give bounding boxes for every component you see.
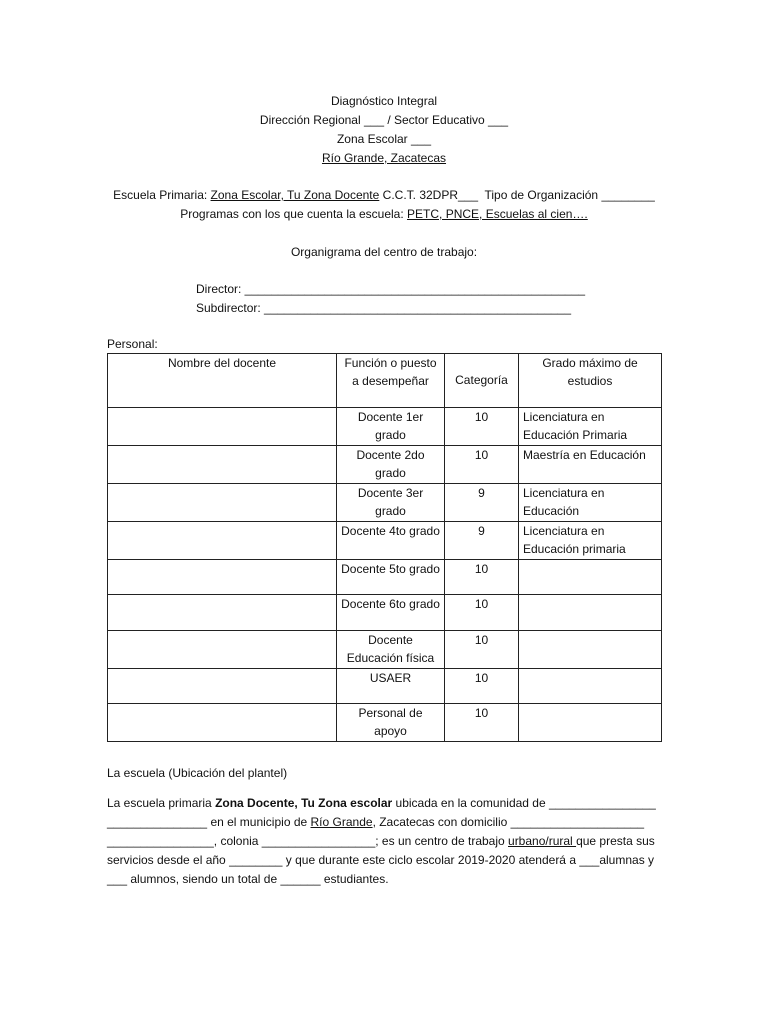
cell-categoria: 10 [445, 595, 519, 631]
table-row [108, 704, 662, 742]
cell-grado: Licenciatura en Educación primaria [519, 522, 662, 560]
cell-categoria: 9 [445, 522, 519, 560]
cell-categoria: 10 [445, 669, 519, 704]
cell-nombre [108, 631, 337, 669]
cell-nombre [108, 522, 337, 560]
table-header-row [108, 354, 662, 408]
cell-funcion: Docente 6to grado [337, 595, 445, 631]
cell-funcion: Docente 1er grado [337, 408, 445, 446]
cell-funcion: Personal de apoyo [337, 704, 445, 742]
col-header-funcion: Función o puesto a desempeñar [337, 354, 445, 408]
cell-grado [519, 560, 662, 595]
cell-categoria: 10 [445, 560, 519, 595]
cell-nombre [108, 408, 337, 446]
programas-value: PETC, PNCE, Escuelas al cien…. [407, 207, 588, 221]
cell-funcion: USAER [337, 669, 445, 704]
cell-nombre [108, 669, 337, 704]
programas-label: Programas con los que cuenta la escuela: [180, 207, 404, 221]
cell-nombre [108, 704, 337, 742]
cell-categoria: 10 [445, 631, 519, 669]
escuela-label: Escuela Primaria: [113, 188, 208, 202]
cell-nombre [108, 446, 337, 484]
subdirector-line: Subdirector: ______________________________________________ [196, 301, 572, 315]
para-municipio: Río Grande [310, 815, 373, 829]
header-region-line: Dirección Regional ___ / Sector Educativo ___ [259, 113, 509, 127]
school-info-line [0, 186, 768, 204]
cell-nombre [108, 484, 337, 522]
cell-funcion: Docente 4to grado [337, 522, 445, 560]
col-header-grado: Grado máximo de estudios [519, 354, 662, 408]
personal-label: Personal: [107, 337, 158, 351]
cell-categoria: 9 [445, 484, 519, 522]
table-row [108, 669, 662, 704]
para-school-name: Zona Docente, Tu Zona escolar [215, 796, 393, 810]
escuela-heading: La escuela (Ubicación del plantel) [107, 766, 288, 780]
table-row [108, 408, 662, 446]
cell-grado: Licenciatura en Educación Primaria [519, 408, 662, 446]
header-zone-line: Zona Escolar ___ [336, 132, 432, 146]
programas-line [0, 205, 768, 223]
header-location: Río Grande, Zacatecas [321, 151, 447, 165]
doc-title: Diagnóstico Integral [330, 94, 438, 108]
tipo-organizacion: Tipo de Organización ________ [484, 188, 655, 202]
table-row [108, 631, 662, 669]
escuela-paragraph [107, 794, 663, 889]
cell-grado [519, 595, 662, 631]
col-header-nombre: Nombre del docente [108, 354, 337, 408]
escuela-name: Zona Escolar, Tu Zona Docente [210, 188, 380, 202]
cell-categoria: 10 [445, 446, 519, 484]
personal-table [107, 353, 662, 742]
director-line: Director: ___________________________________________________ [196, 282, 586, 296]
cell-categoria: 10 [445, 408, 519, 446]
para-part-4: que presta sus servicios desde el año ________ y que durante este ciclo escolar 2019-2020 atenderá a ___alumnas y ___ alumnos, siendo un total de ______ estudiantes. [107, 834, 655, 886]
cell-grado [519, 631, 662, 669]
table-row [108, 595, 662, 631]
cell-nombre [108, 595, 337, 631]
cell-grado [519, 669, 662, 704]
cell-nombre [108, 560, 337, 595]
para-urbano-rural: urbano/rural [508, 834, 577, 848]
cell-grado: Maestría en Educación [519, 446, 662, 484]
table-row [108, 484, 662, 522]
cell-categoria: 10 [445, 704, 519, 742]
organigrama-title: Organigrama del centro de trabajo: [290, 245, 478, 259]
cell-funcion: Docente 2do grado [337, 446, 445, 484]
cell-grado [519, 704, 662, 742]
cell-funcion: Docente 3er grado [337, 484, 445, 522]
table-row [108, 560, 662, 595]
cell-funcion: Docente Educación física [337, 631, 445, 669]
para-part-3: , Zacatecas con domicilio ____________________ ________________, colonia _________________; es un centro de trabajo [107, 815, 645, 848]
cell-grado: Licenciatura en Educación [519, 484, 662, 522]
cell-funcion: Docente 5to grado [337, 560, 445, 595]
para-part-1: La escuela primaria [107, 796, 216, 810]
table-row [108, 446, 662, 484]
table-row [108, 522, 662, 560]
col-header-categoria: Categoría [445, 354, 519, 408]
para-part-2: ubicada en la comunidad de ________________ _______________ en el municipio de [107, 796, 656, 829]
cct-value: C.C.T. 32DPR___ [382, 188, 479, 202]
